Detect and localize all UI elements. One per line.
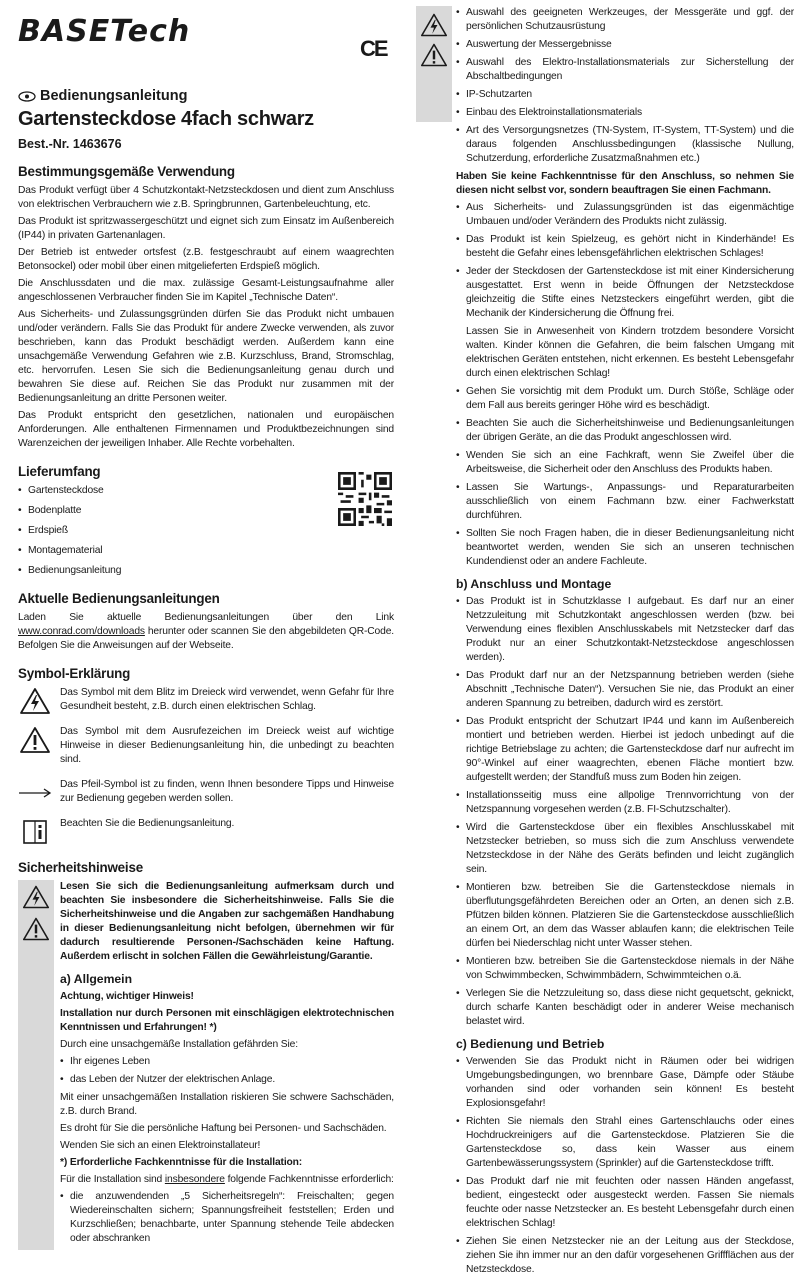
- product-title: Gartensteckdose 4fach schwarz: [18, 108, 314, 130]
- ce-mark: CE: [360, 36, 387, 61]
- list-item: • Auswertung der Messergebnisse: [456, 38, 794, 52]
- installer-only-note: Installation nur durch Personen mit einschlägigen elektrotechnischen Kenntnissen und Erfahrungen! *): [60, 1008, 394, 1033]
- required-list-continued: [456, 6, 794, 166]
- intended-use-p1: Das Produkt verfügt über 4 Schutzkontakt-Netzsteckdosen und dient zum Anschluss von elektrischen Verbrauchern wie z.B. Springbrunnen, Gartenbeleuchtung, etc.: [18, 185, 394, 210]
- intended-use-p5: Aus Sicherheits- und Zulassungsgründen dürfen Sie das Produkt nicht umbauen und/oder verändern. Falls Sie das Produkt für andere Zwecke verwenden, als zuvor beschrieben, kann das Produkt beschädigt werden. Außerdem kann eine unsachgemäße Verwendung Gefahren wie z.B. Kurzschluss, Brand, Stromschlag, etc. hervorrufen. Lesen Sie sich die Bedienungsanleitung genau durch und bewahren Sie diese auf. Reichen Sie das Produkt nur zusammen mit der Bedienungsanleitung an dritte Personen weiter.: [18, 309, 394, 404]
- safety-sidebar-continued: [416, 6, 452, 122]
- intended-use-p4: Die Anschlussdaten und die max. zulässige Gesamt-Leistungsaufnahme aller angeschlossenen Verbraucher finden Sie im Kapitel „Technische Daten“.: [18, 278, 394, 303]
- order-number: Best.-Nr. 1463676: [18, 137, 122, 151]
- operation-heading: c) Bedienung und Betrieb: [456, 1037, 605, 1051]
- list-item: Lassen Sie in Anwesenheit von Kindern trotzdem besondere Vorsicht walten. Kinder können die Gefahren, die beim falschen Umgang mit elektrischen Geräten entstehen, nicht erkennen. Es besteht Lebensgefahr durch einen elektrischen Schlag!: [466, 326, 794, 379]
- manual-icon: [22, 819, 48, 845]
- list-item: • Gehen Sie vorsichtig mit dem Produkt um. Durch Stöße, Schläge oder dem Fall aus bereits geringer Höhe wird es beschädigt.: [456, 385, 794, 413]
- current-manuals-text: [18, 611, 394, 653]
- safety-sidebar: [18, 880, 54, 1250]
- operation-list: [456, 1055, 794, 1277]
- list-item: • Bedienungsanleitung: [18, 564, 394, 578]
- symbol-text-exclamation: Das Symbol mit dem Ausrufezeichen im Dreieck weist auf wichtige Hinweise in dieser Bedienungsanleitung hin, die unbedingt zu beachten sind.: [60, 726, 394, 765]
- list-item: • Richten Sie niemals den Strahl eines Gartenschlauchs oder eines Hochdruckreinigers auf die Gartensteckdose. Platzieren Sie die Gartensteckdose so, dass kein Wasser aus einem Gartenbewässerungssystem (Sprinkler) auf die Gartensteckdose trifft.: [456, 1115, 794, 1171]
- lightning-warning-icon: [22, 884, 50, 910]
- list-item: • IP-Schutzarten: [456, 88, 794, 102]
- right-column: [456, 6, 794, 1281]
- list-item: • Wird die Gartensteckdose über ein flexibles Anschlusskabel mit Netzstecker betrieben, so muss sich die zum Anschluss verwendete Netzsteckdose in der Nähe des Geräts befinden und leicht zugänglich sein.: [456, 821, 794, 877]
- required-intro: [60, 1173, 394, 1187]
- symbol-text-manual: Beachten Sie die Bedienungsanleitung.: [60, 818, 235, 829]
- general-heading: a) Allgemein: [60, 972, 133, 986]
- exclamation-warning-icon: [22, 916, 50, 942]
- general-list: [456, 201, 794, 569]
- intended-use-p2: Das Produkt ist spritzwassergeschützt und eignet sich zum Einsatz im Außenbereich (IP44) in privaten Gartenanlagen.: [18, 216, 394, 241]
- list-item: • Montieren bzw. betreiben Sie die Gartensteckdose niemals in der Nähe von Schwimmbecken, Schwimmbädern, Schwimmteichen o.ä.: [456, 955, 794, 983]
- lightning-warning-icon: [19, 687, 51, 715]
- list-item: • Das Produkt darf nie mit feuchten oder nassen Händen angefasst, bedient, eingesteckt oder ausgesteckt werden. Fassen Sie niemals feuchte oder nasse Netzstecker an. Es besteht Lebensgefahr durch einen elektrischen Schlag!: [456, 1175, 794, 1231]
- symbol-row-arrow: [18, 778, 394, 809]
- eye-icon: [18, 91, 36, 102]
- list-item: • Ziehen Sie einen Netzstecker nie an der Leitung aus der Steckdose, ziehen Sie ihn immer nur an den dafür vorgesehenen Griffflächen aus der Netzsteckdose.: [456, 1235, 794, 1277]
- scope-heading: Lieferumfang: [18, 464, 101, 479]
- lightning-warning-icon: [420, 12, 448, 38]
- intended-use-p6: Das Produkt entspricht den gesetzlichen, nationalen und europäischen Anforderungen. Alle enthaltenen Firmennamen und Produktbezeichnungen sind Warenzeichen der jeweiligen Inhaber. Alle Rechte vorbehalten.: [18, 410, 394, 449]
- required-list-start: [60, 1190, 394, 1246]
- list-item: • Auswahl des Elektro-Installationsmaterials zur Sicherstellung der Abschaltbedingungen: [456, 56, 794, 84]
- danger-list: [60, 1055, 394, 1087]
- doc-kind-label: Bedienungsanleitung: [40, 88, 188, 104]
- list-item: • Verlegen Sie die Netzzuleitung so, dass diese nicht gequetscht, geknickt, durch scharfe Kanten beschädigt oder in anderer Weise mechanisch belastet wird.: [456, 987, 794, 1029]
- danger-intro: Durch eine unsachgemäße Installation gefährden Sie:: [60, 1039, 298, 1050]
- brand-logo: BASETech: [18, 14, 191, 49]
- list-item: • Verwenden Sie das Produkt nicht in Räumen oder bei widrigen Umgebungsbedingungen, wo brennbare Gase, Dämpfe oder Stäube vorhanden sind oder vorhanden sein können! Es besteht Explosionsgefahr!: [456, 1055, 794, 1111]
- downloads-link[interactable]: www.conrad.com/downloads: [18, 626, 145, 637]
- symbol-row-lightning: [18, 686, 394, 717]
- required-intro-underline: insbesondere: [164, 1174, 225, 1185]
- symbol-text-lightning: Das Symbol mit dem Blitz im Dreieck wird verwendet, wenn Gefahr für Ihre Gesundheit besteht, z.B. durch einen elektrischen Schlag.: [60, 687, 394, 712]
- safety-body: [54, 880, 394, 1250]
- connection-heading: b) Anschluss und Montage: [456, 577, 612, 591]
- required-intro-before: Für die Installation sind: [60, 1174, 165, 1185]
- list-item: • Installationsseitig muss eine allpolige Trennvorrichtung von der Netzspannung vorgesehen werden (z.B. FI-Schutzschalter).: [456, 789, 794, 817]
- damage-note: Mit einer unsachgemäßen Installation riskieren Sie schwere Sachschäden, z.B. durch Brand.: [60, 1092, 394, 1117]
- required-heading: *) Erforderliche Fachkenntnisse für die Installation:: [60, 1157, 303, 1168]
- symbol-row-manual: [18, 817, 394, 847]
- left-column: [18, 12, 394, 1250]
- arrow-icon: [18, 786, 52, 800]
- list-item: • Ihr eigenes Leben: [60, 1055, 394, 1069]
- symbol-row-exclamation: [18, 725, 394, 770]
- list-item: • Montagematerial: [18, 544, 394, 558]
- list-item: • Das Produkt entspricht der Schutzart IP44 und kann im Außenbereich montiert und betrieben werden. Hierbei ist jedoch unbedingt auf die richtige Betriebslage zu achten; die Gartensteckdose darf nur aufrecht im 90°-Winkel auf einer waagrechten, ebenen Fläche montiert bzw. aufgestellt werden; der Standfuß muss zum Boden hin zeigen.: [456, 715, 794, 785]
- list-item: • Das Produkt darf nur an der Netzspannung betrieben werden (siehe Abschnitt „Technische Daten“). Versuchen Sie nie, das Produkt an einer anderen Spannung zu betreiben, dadurch wird es zerstört.: [456, 669, 794, 711]
- list-item: • Sollten Sie noch Fragen haben, die in dieser Bedienungsanleitung nicht beantwortet werden, wenden Sie sich an unseren technischen Kundendienst oder an andere Fachleute.: [456, 527, 794, 569]
- safety-intro: Lesen Sie sich die Bedienungsanleitung aufmerksam durch und beachten Sie insbesondere die Sicherheitshinweise. Falls Sie die Sicherheitshinweise und die Angaben zur sachgemäßen Handhabung in dieser Bedienungsanleitung nicht befolgen, übernehmen wir für dadurch resultierende Personen-/Sachschäden keine Haftung. Außerdem erlischt in solchen Fällen die Gewährleistung/Garantie.: [60, 881, 394, 962]
- intended-use-p3: Der Betrieb ist entweder ortsfest (z.B. festgeschraubt auf einem waagrechten Betonsockel) oder mobil über einen mitgelieferten Erdspieß möglich.: [18, 247, 394, 272]
- list-item: • Jeder der Steckdosen der Gartensteckdose ist mit einer Kindersicherung ausgestattet. Erst wenn in beide Öffnungen der Netzsteckdose gleichzeitig die Stifte eines Netzsteckers eingeführt werden, gibt die Mechanik der Kindersicherung die Öffnung frei.: [456, 265, 794, 321]
- list-item: • Das Produkt ist kein Spielzeug, es gehört nicht in Kinderhände! Es besteht die Gefahr eines lebensgefährlichen elektrischen Schlages!: [456, 233, 794, 261]
- connection-list: [456, 595, 794, 1029]
- symbol-text-arrow: Das Pfeil-Symbol ist zu finden, wenn Ihnen besondere Tipps und Hinweise zur Bedienung gegeben werden sollen.: [60, 779, 394, 804]
- safety-block: [18, 880, 394, 1250]
- attention-note: Achtung, wichtiger Hinweis!: [60, 991, 194, 1002]
- current-manuals-text-after: herunter oder scannen Sie den abgebildeten QR-Code. Befolgen Sie die Anweisungen auf der Webseite.: [18, 626, 394, 651]
- safety-heading: Sicherheitshinweise: [18, 860, 143, 875]
- symbols-heading: Symbol-Erklärung: [18, 666, 131, 681]
- intended-use-heading: Bestimmungsgemäße Verwendung: [18, 164, 235, 179]
- list-item: • Bodenplatte: [18, 504, 394, 518]
- current-manuals-heading: Aktuelle Bedienungsanleitungen: [18, 591, 220, 606]
- exclamation-warning-icon: [420, 42, 448, 68]
- no-knowledge-note: Haben Sie keine Fachkenntnisse für den Anschluss, so nehmen Sie diesen nicht selbst vor, sondern beauftragen Sie einen Fachmann.: [456, 171, 794, 196]
- qr-code: [338, 472, 392, 526]
- list-item: • Montieren bzw. betreiben Sie die Gartensteckdose niemals in überflutungsgefährdeten Bereichen oder an Orten, an denen sich z.B. Pfützen bilden können. Platzieren Sie die Gartensteckdose ausschließlich an einem Ort, an dem das Wasser ablaufen kann; die elektrischen Teile dürfen bei Niederschlag nicht unter Wasser stehen.: [456, 881, 794, 951]
- list-item: • Beachten Sie auch die Sicherheitshinweise und Bedienungsanleitungen der übrigen Geräte, an die das Produkt angeschlossen wird.: [456, 417, 794, 445]
- exclamation-warning-icon: [19, 726, 51, 754]
- list-item: • die anzuwendenden „5 Sicherheitsregeln“: Freischalten; gegen Wiedereinschalten sichern; Spannungsfreiheit feststellen; Erden und Kurzschließen; benachbarte, unter Spannung stehende Teile abdecken oder abschranken: [60, 1190, 394, 1246]
- liability-note: Es droht für Sie die persönliche Haftung bei Personen- und Sachschäden.: [60, 1123, 387, 1134]
- list-item: • Aus Sicherheits- und Zulassungsgründen ist das eigenmächtige Umbauen und/oder Verändern des Produkts nicht zulässig.: [456, 201, 794, 229]
- doc-kind: [18, 88, 394, 104]
- list-item: • Erdspieß: [18, 524, 394, 538]
- list-item: • Lassen Sie Wartungs-, Anpassungs- und Reparaturarbeiten ausschließlich von einem Fachmann bzw. einer Fachwerkstatt durchführen.: [456, 481, 794, 523]
- contact-note: Wenden Sie sich an einen Elektroinstallateur!: [60, 1140, 261, 1151]
- current-manuals-text-before: Laden Sie aktuelle Bedienungsanleitungen über den Link: [18, 612, 394, 623]
- list-item: • Das Produkt ist in Schutzklasse I aufgebaut. Es darf nur an einer Netzzuleitung mit Schutzkontakt angeschlossen werden (bzw. bei Verwendung eines flexiblen Anschlusskabels mit Netzstecker darf das Produkt nur an einer Schutzkontakt-Netzsteckdose angeschlossen werden).: [456, 595, 794, 665]
- list-item: • Wenden Sie sich an eine Fachkraft, wenn Sie Zweifel über die Arbeitsweise, die Sicherheit oder den Anschluss des Produkts haben.: [456, 449, 794, 477]
- list-item: • Auswahl des geeigneten Werkzeuges, der Messgeräte und ggf. der persönlichen Schutzausrüstung: [456, 6, 794, 34]
- list-item: • Einbau des Elektroinstallationsmaterials: [456, 106, 794, 120]
- list-item: • das Leben der Nutzer der elektrischen Anlage.: [60, 1073, 394, 1087]
- required-intro-after: folgende Fachkenntnisse erforderlich:: [224, 1174, 394, 1185]
- list-item: • Art des Versorgungsnetzes (TN-System, IT-System, TT-System) und die daraus folgenden Anschlussbedingungen (klassische Nullung, Schutzerdung, erforderliche Zusatzmaßnahmen etc.): [456, 124, 794, 166]
- list-item: • Gartensteckdose: [18, 484, 394, 498]
